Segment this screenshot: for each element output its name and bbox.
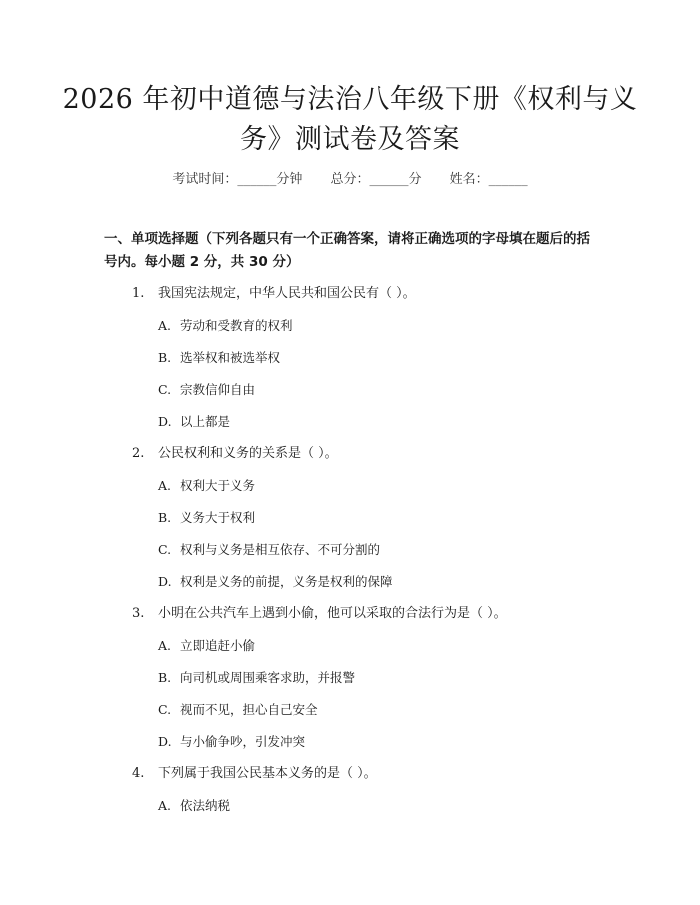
option-text: 向司机或周围乘客求助，并报警 (180, 670, 356, 685)
option-letter: C. (158, 702, 172, 717)
question-list (0, 278, 700, 822)
question-stem (0, 598, 700, 630)
option-letter: D. (158, 414, 172, 429)
question-stem (0, 758, 700, 790)
question-number: 2. (132, 446, 145, 461)
total-score-field: 总分：______分 (330, 172, 422, 187)
option-text: 与小偷争吵，引发冲突 (180, 734, 306, 749)
question-3 (0, 598, 700, 758)
option-c (0, 694, 700, 726)
option-c (0, 534, 700, 566)
option-letter: B. (158, 670, 172, 685)
name-field: 姓名：______ (449, 172, 528, 187)
question-text: 公民权利和义务的关系是（ ）。 (158, 446, 338, 461)
option-text: 依法纳税 (180, 798, 231, 813)
exam-info (0, 168, 700, 187)
option-text: 立即追赶小偷 (180, 638, 256, 653)
option-letter: A. (158, 318, 172, 333)
option-letter: A. (158, 798, 172, 813)
option-text: 权利与义务是相互依存、不可分割的 (180, 542, 381, 557)
option-text: 宗教信仰自由 (180, 382, 256, 397)
option-b (0, 342, 700, 374)
option-b (0, 662, 700, 694)
question-text: 小明在公共汽车上遇到小偷，他可以采取的合法行为是（ ）。 (158, 606, 507, 621)
option-d (0, 566, 700, 598)
option-a (0, 310, 700, 342)
option-letter: B. (158, 350, 172, 365)
option-letter: B. (158, 510, 172, 525)
option-letter: D. (158, 574, 172, 589)
question-stem (0, 438, 700, 470)
option-text: 以上都是 (180, 414, 231, 429)
option-letter: A. (158, 638, 172, 653)
option-text: 选举权和被选举权 (180, 350, 281, 365)
question-2 (0, 438, 700, 598)
document-title: 2026 年初中道德与法治八年级下册《权利与义务》测试卷及答案 (62, 84, 638, 155)
option-text: 权利大于义务 (180, 478, 256, 493)
option-text: 视而不见，担心自己安全 (180, 702, 318, 717)
question-text: 我国宪法规定，中华人民共和国公民有（ ）。 (158, 286, 416, 301)
option-letter: D. (158, 734, 172, 749)
option-a (0, 630, 700, 662)
option-letter: C. (158, 542, 172, 557)
option-letter: C. (158, 382, 172, 397)
option-b (0, 502, 700, 534)
section-title: 一、单项选择题（下列各题只有一个正确答案，请将正确选项的字母填在题后的括号内。每小题 2 分，共 30 分） (104, 231, 590, 270)
option-text: 义务大于权利 (180, 510, 256, 525)
option-d (0, 726, 700, 758)
option-text: 劳动和受教育的权利 (180, 318, 293, 333)
question-number: 3. (132, 606, 145, 621)
option-c (0, 374, 700, 406)
exam-time-field: 考试时间：______分钟 (172, 172, 303, 187)
question-number: 4. (132, 766, 145, 781)
question-4 (0, 758, 700, 822)
question-number: 1. (132, 286, 145, 301)
question-text: 下列属于我国公民基本义务的是（ ）。 (158, 766, 377, 781)
option-a (0, 790, 700, 822)
question-1 (0, 278, 700, 438)
question-stem (0, 278, 700, 310)
option-letter: A. (158, 478, 172, 493)
option-d (0, 406, 700, 438)
option-a (0, 470, 700, 502)
option-text: 权利是义务的前提，义务是权利的保障 (180, 574, 393, 589)
